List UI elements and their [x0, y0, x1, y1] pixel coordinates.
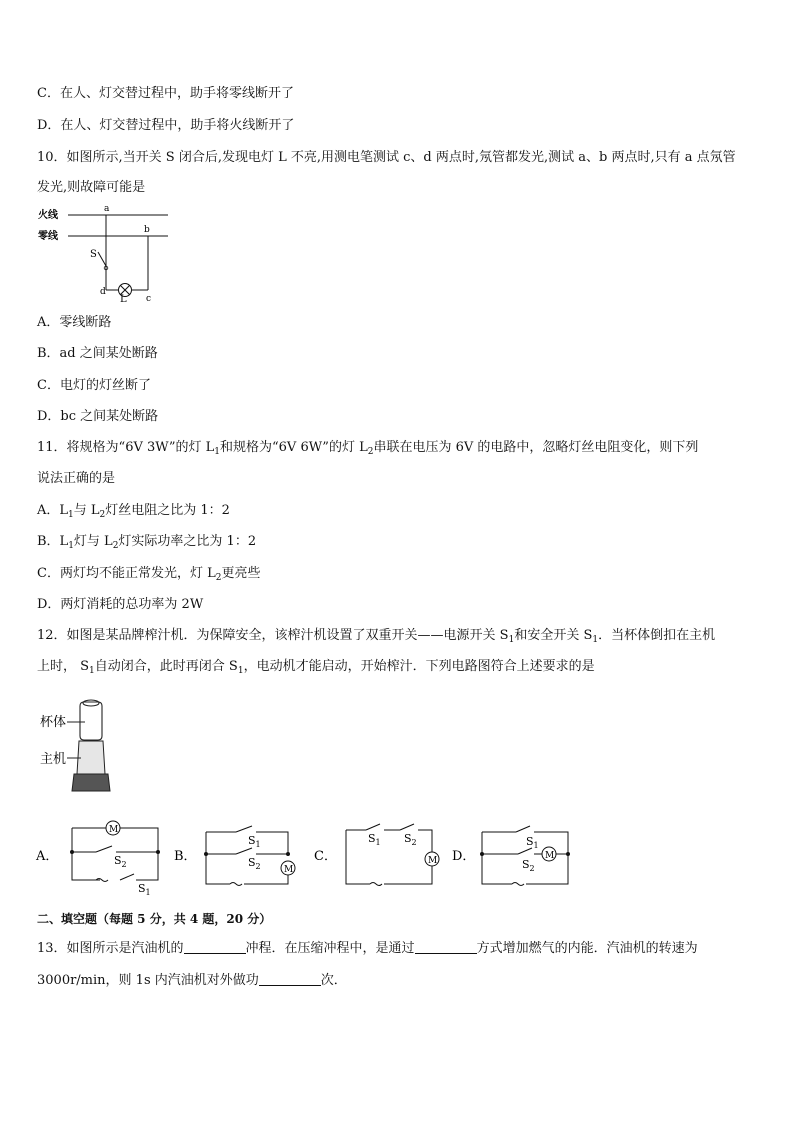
- q10-option-c: C．电灯的灯丝断了: [37, 378, 151, 393]
- live-wire-label: 火线: [38, 210, 58, 221]
- motor-label: M: [284, 865, 294, 875]
- s2-label: $S_2$: [248, 856, 261, 871]
- q11-option-b: B．$L_1$灯与 $L_2$灯实际功率之比为 1：2: [37, 534, 257, 551]
- option-c-label: C．: [314, 849, 337, 864]
- section-2-heading: 二、填空题（每题 5 分，共 4 题，20 分）: [37, 912, 272, 926]
- q9-option-d: D．在人、灯交替过程中，助手将火线断开了: [37, 118, 295, 133]
- s2-label: $S_2$: [522, 858, 535, 873]
- switch-s1: [516, 826, 530, 832]
- q11-option-c: C．两灯均不能正常发光，灯 $L_2$更亮些: [37, 566, 261, 583]
- point-a-label: a: [104, 204, 110, 214]
- q10-option-b: B．ad 之间某处断路: [37, 346, 158, 361]
- option-d-label: D．: [452, 849, 476, 864]
- q10-circuit-figure: [36, 200, 186, 304]
- power-plug: [370, 883, 382, 886]
- cup-label: 杯体: [40, 715, 67, 730]
- point-b-label: b: [144, 225, 150, 235]
- q10-option-d: D．bc 之间某处断路: [37, 409, 159, 424]
- switch-s1: [236, 826, 252, 832]
- q10-stem-line1: 10．如图所示,当开关 S 闭合后,发现电灯 L 不亮,用测电笔测试 c、d 两点时,氖管都发光,测试 a、b 两点时,只有 a 点氖管: [37, 150, 736, 165]
- q10-stem-line2: 发光,则故障可能是: [37, 180, 146, 195]
- s2-label: $S_2$: [404, 832, 417, 847]
- q11-option-a: A．$L_1$与 $L_2$灯丝电阻之比为 1：2: [37, 503, 230, 520]
- motor-label: M: [109, 825, 119, 835]
- cup-lid-knob: [83, 700, 99, 706]
- switch-s-label: S: [90, 249, 97, 260]
- lamp-l-label: L: [120, 294, 127, 304]
- motor-label: M: [428, 856, 438, 866]
- power-plug: [512, 883, 524, 886]
- s2-label: $S_2$: [114, 854, 127, 869]
- juicer-illustration: [36, 694, 120, 794]
- switch-s-blade: [98, 252, 106, 266]
- q13-line2: 3000r/min，则 1s 内汽油机对外做功 次．: [37, 973, 347, 988]
- switch-s1: [120, 874, 134, 880]
- s1-label: $S_1$: [248, 834, 261, 849]
- switch-s2: [236, 848, 252, 854]
- power-plug: [230, 883, 242, 886]
- base-foot: [72, 774, 110, 791]
- q9-option-c: C．在人、灯交替过程中，助手将零线断开了: [37, 86, 294, 101]
- base-label: 主机: [40, 752, 67, 767]
- option-a-label: A．: [36, 849, 59, 864]
- circuit-option-b: [204, 826, 295, 886]
- point-c-label: c: [146, 294, 152, 304]
- circuit-option-a: [70, 821, 160, 897]
- switch-s2: [518, 848, 532, 854]
- point-d-label: d: [100, 287, 106, 297]
- motor-label: M: [545, 851, 555, 861]
- q12-stem-line1: 12．如图是某品牌榨汁机．为保障安全，该榨汁机设置了双重开关——电源开关 $S_1$和安全开关 $S_1$．当杯体倒扣在主机: [37, 628, 716, 645]
- answer-blank-3[interactable]: [259, 973, 321, 986]
- q12-circuit-options: [30, 818, 590, 898]
- q11-stem-line2: 说法正确的是: [37, 471, 116, 486]
- cup-body: [80, 702, 102, 740]
- switch-s2: [400, 824, 414, 830]
- q11-option-d: D．两灯消耗的总功率为 2W: [37, 597, 204, 612]
- switch-s1: [366, 824, 380, 830]
- s1-label: $S_1$: [368, 832, 381, 847]
- base-body: [77, 741, 105, 774]
- circuit-option-c: [346, 824, 439, 886]
- s1-label: $S_1$: [526, 835, 539, 850]
- q12-stem-line2: 上时， $S_1$自动闭合，此时再闭合 $S_1$，电动机才能启动，开始榨汁．下列电路图符合上述要求的是: [37, 659, 595, 676]
- q11-stem-line1: 11．将规格为“6V 3W”的灯 $L_1$和规格为“6V 6W”的灯 $L_2$串联在电压为 6V 的电路中，忽略灯丝电阻变化，则下列: [37, 440, 699, 457]
- q10-option-a: A．零线断路: [37, 315, 112, 330]
- s1-label: $S_1$: [138, 882, 151, 897]
- switch-s2: [96, 846, 112, 852]
- answer-blank-2[interactable]: [415, 941, 477, 954]
- circuit-option-d: [480, 826, 570, 886]
- option-b-label: B．: [174, 849, 197, 864]
- q13-line1: 13．如图所示是汽油机的 冲程．在压缩冲程中，是通过 方式增加燃气的内能．汽油机的转速为: [37, 941, 698, 956]
- neutral-wire-label: 零线: [38, 231, 58, 242]
- answer-blank-1[interactable]: [184, 941, 246, 954]
